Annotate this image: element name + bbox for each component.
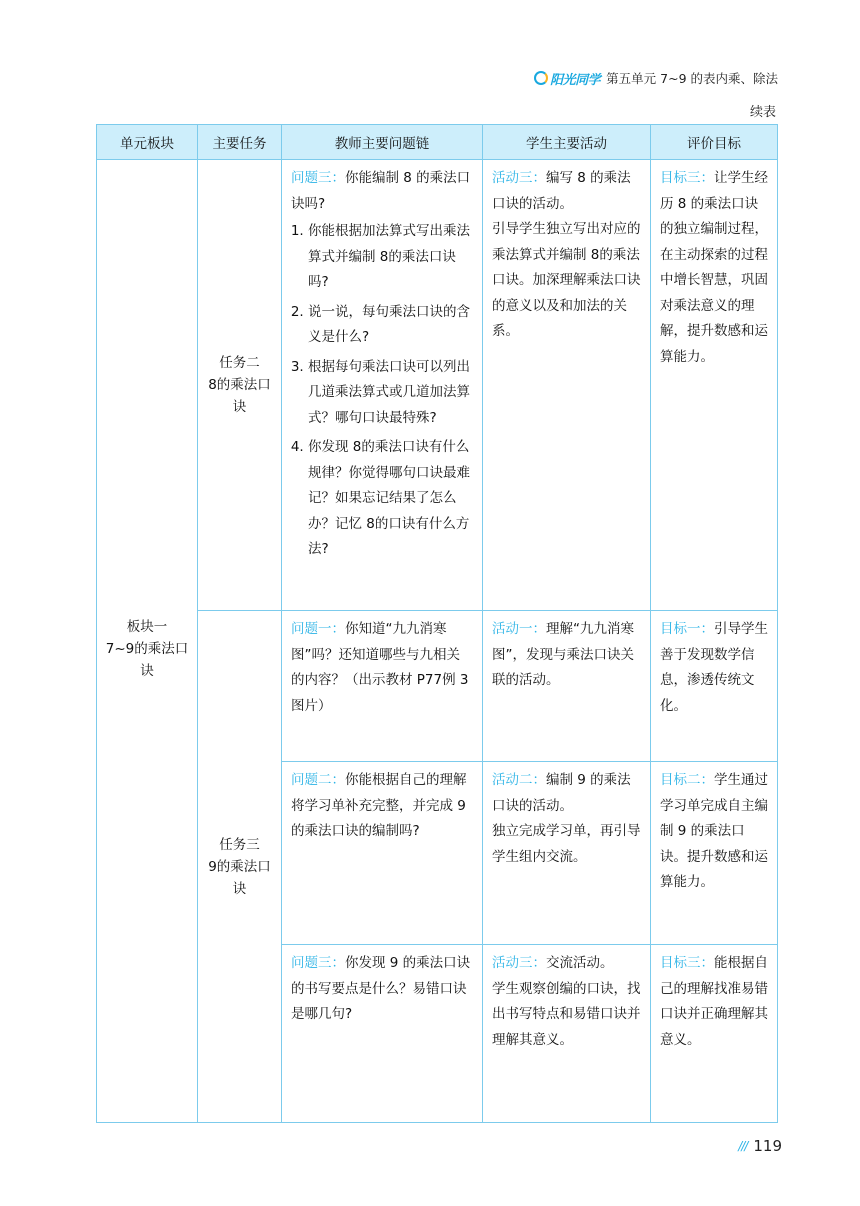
- lesson-plan-table: [96, 124, 778, 1123]
- question-list: [291, 219, 473, 563]
- question-tag: 问题三：: [291, 955, 345, 971]
- goal-text: 让学生经历 8 的乘法口诀的独立编制过程，在主动探索的过程中增长智慧，巩固对乘法意义的理解，提升数感和运算能力。: [660, 170, 768, 365]
- activity-desc: 引导学生独立写出对应的乘法算式并编制 8的乘法口诀。加深理解乘法口诀的意义以及和加法的关系。: [492, 221, 641, 339]
- question-cell: [282, 611, 483, 762]
- activity-cell: [483, 762, 651, 945]
- list-item: 4. 你发现 8的乘法口诀有什么规律？你觉得哪句口诀最难记？如果忘记结果了怎么办？记忆 8的口诀有什么方法?: [308, 435, 473, 563]
- goal-cell: [651, 762, 778, 945]
- activity-desc: 学生观察创编的口诀，找出书写特点和易错口诀并理解其意义。: [492, 980, 641, 1048]
- logo-swirl-icon: [534, 71, 548, 85]
- activity-tag: 活动一：: [492, 621, 546, 637]
- activity-tag: 活动二：: [492, 772, 546, 788]
- activity-text: 交流活动。: [546, 955, 614, 971]
- list-item: 2. 说一说，每句乘法口诀的含义是什么?: [308, 300, 473, 351]
- header-student-activity: 学生主要活动: [483, 125, 651, 160]
- question-tag: 问题三：: [291, 170, 345, 186]
- slashes-icon: ///: [738, 1139, 748, 1153]
- list-item: 3. 根据每句乘法口诀可以列出几道乘法算式或几道加法算式？哪句口诀最特殊?: [308, 355, 473, 432]
- activity-text: 编写 8 的乘法口诀的活动。: [492, 170, 631, 212]
- activity-text: 理解“九九消寒图”，发现与乘法口诀关联的活动。: [492, 621, 634, 688]
- continued-label: 续表: [749, 105, 776, 120]
- header-goal: 评价目标: [651, 125, 778, 160]
- question-text: 你知道“九九消寒图”吗？还知道哪些与九相关的内容？（出示教材 P77例 3图片）: [291, 621, 469, 714]
- activity-text: 编制 9 的乘法口诀的活动。: [492, 772, 631, 814]
- task-cell-2: 任务二 8的乘法口诀: [198, 160, 282, 611]
- goal-tag: 目标二：: [660, 772, 714, 788]
- module-cell: 板块一 7~9的乘法口诀: [97, 160, 198, 1123]
- goal-cell: [651, 611, 778, 762]
- table-row: [97, 611, 778, 762]
- goal-tag: 目标一：: [660, 621, 714, 637]
- header-question-chain: 教师主要问题链: [282, 125, 483, 160]
- goal-text: 能根据自己的理解找准易错口诀并正确理解其意义。: [660, 955, 768, 1048]
- activity-tag: 活动三：: [492, 170, 546, 186]
- brand-logo: [534, 69, 600, 88]
- activity-cell: [483, 945, 651, 1123]
- goal-text: 引导学生善于发现数学信息，渗透传统文化。: [660, 621, 768, 714]
- goal-tag: 目标三：: [660, 955, 714, 971]
- page-header: [534, 66, 778, 90]
- header-task: 主要任务: [198, 125, 282, 160]
- activity-cell: [483, 611, 651, 762]
- unit-title: 第五单元 7~9 的表内乘、除法: [606, 71, 778, 86]
- goal-cell: [651, 160, 778, 611]
- task-cell-3: 任务三 9的乘法口诀: [198, 611, 282, 1123]
- question-cell: [282, 160, 483, 611]
- activity-tag: 活动三：: [492, 955, 546, 971]
- page-number: 119: [753, 1137, 782, 1155]
- list-item: 1. 你能根据加法算式写出乘法算式并编制 8的乘法口诀吗?: [308, 219, 473, 296]
- question-text: 你能根据自己的理解将学习单补充完整，并完成 9的乘法口诀的编制吗?: [291, 772, 467, 839]
- table-header-row: [97, 125, 778, 160]
- question-cell: [282, 945, 483, 1123]
- logo-text: 阳光同学: [550, 72, 601, 88]
- table-row: [97, 160, 778, 611]
- header-module: 单元板块: [97, 125, 198, 160]
- question-text: 你能编制 8 的乘法口诀吗?: [291, 170, 471, 212]
- question-cell: [282, 762, 483, 945]
- goal-cell: [651, 945, 778, 1123]
- goal-text: 学生通过学习单完成自主编制 9 的乘法口诀。提升数感和运算能力。: [660, 772, 768, 890]
- page-footer: [738, 1137, 782, 1155]
- question-tag: 问题二：: [291, 772, 345, 788]
- goal-tag: 目标三：: [660, 170, 714, 186]
- question-text: 你发现 9 的乘法口诀的书写要点是什么？易错口诀是哪几句?: [291, 955, 471, 1022]
- activity-desc: 独立完成学习单，再引导学生组内交流。: [492, 823, 641, 865]
- question-tag: 问题一：: [291, 621, 345, 637]
- activity-cell: [483, 160, 651, 611]
